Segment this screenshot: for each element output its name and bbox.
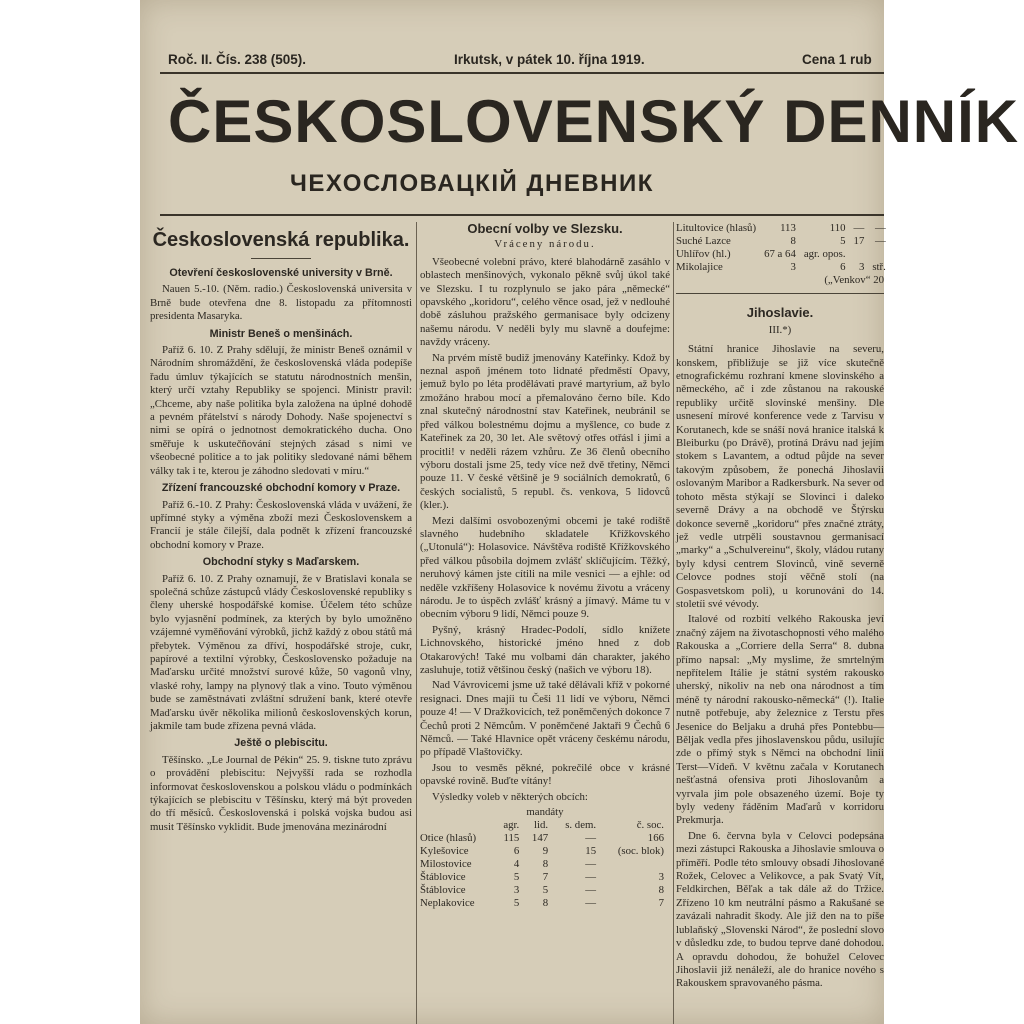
column-yugoslavia — [676, 222, 884, 1024]
table-cell: 17 — [853, 235, 865, 247]
table-cell: 3 — [513, 884, 520, 897]
table-cell: Neplakovice — [420, 897, 475, 910]
table-cell: 9 — [542, 845, 549, 858]
table-header-cell: s. dem. — [565, 819, 597, 832]
price: Cena 1 rub — [802, 52, 872, 67]
table-cell: Litultovice (hlasů) — [676, 222, 757, 234]
table-cell: — — [875, 235, 886, 247]
table-cell: — — [585, 858, 597, 871]
volume-number: Roč. II. Čís. 238 (505). — [168, 52, 307, 67]
paragraph: Mezi dalšími osvobozenými obcemi je také rodiště slavného hudebního skladatele Křížkovského („Utonulá“): Holasovice. Návštěva rodiště Křížkovského před válkou působila dojmem zvlášť sklíčujícím. Těžký, neruhový kámen jste cítili na mile vesnici — a ejhle: od neděle vzkříšeny Holasovice k novému životu a vráceny národu. Je to úspěch zvlášť krásný a jímavý. Máme tu v obecním výboru 9 lidí, Němci pouze 9. — [420, 514, 670, 621]
masthead-info-line — [168, 52, 884, 72]
paragraph: Těšínsko. „Le Journal de Pékin“ 25. 9. tiskne tuto zprávu o provádění plebiscitu: Nejvyšší rada se rozhodla informovat československou a polskou vládu o podmínkách týkajících se plebiscitu v Těšínsku, který má být proveden do tří měsíců. Československá i polská vojska budou asi musit Těšínsko vyklidit. Bude jmenována mezinárodní — [150, 753, 412, 833]
table-row — [420, 884, 670, 897]
table-cell: agr. opos. — [803, 248, 846, 260]
table-cell: — — [585, 871, 597, 884]
table-cell — [872, 248, 894, 261]
election-results-continued-table — [676, 222, 894, 274]
table-header-cell — [420, 819, 497, 832]
table-row — [676, 222, 894, 235]
table-row — [420, 897, 670, 910]
paragraph: Italové od rozbití velkého Rakouska jeví značný zájem na životaschopnosti vého malého Rakouska a „Corriere della Serra“ 8. dubna přímo napsal: „My myslime, že smrtelným nepřítelem Itálie je státní systém rakousko uherský, nikoliv na neb ona národnost a tím méně ty národní rakousko-německá“ (!). Italie nutně potřebuje, aby železnice z Terstu přes Jesenice do Beljaku a druhá přes Pontebbu—Běljak vedla přes jihoslavenskou půdu, usilujíc zde o přímý styk s Němci na obchodní linii Terst—Vídeň. V květnu začala v Korutanech nešťastná ofensiva proti Jihoslovanům a vyrvala jim pole obsazeného území. Boje ty byly vedeny řáděním Maďarů v korridoru Prekmurja. — [676, 613, 884, 827]
section-heading: Otevření československé university v Brně. — [169, 267, 393, 279]
table-row — [676, 261, 894, 274]
table-row — [420, 845, 670, 858]
section-heading: Ještě o plebiscitu. — [234, 737, 328, 750]
table-title: Výsledky voleb v některých obcích: — [432, 790, 588, 803]
article-kicker: Vráceny národu. — [494, 238, 596, 251]
table-cell: 4 — [513, 858, 520, 871]
section-heading: Ministr Beneš o menšinách. — [209, 327, 353, 340]
article-headline: Jihoslavie. — [746, 305, 814, 321]
table-cell: 6 — [840, 261, 846, 273]
table-cell: 3 — [658, 871, 664, 884]
table-cell: 7 — [542, 871, 549, 884]
column-silesia-elections — [420, 222, 670, 1024]
paragraph: Jsou to vesměs pěkné, pokrečilé obce v krásné opavské rovině. Buďte vítány! — [420, 761, 670, 788]
table-cell: 8 — [790, 235, 796, 247]
paragraph: Paříž 6. 10. Z Prahy sdělují, že ministr Beneš oznámil v Národním shromáždění, že československá vláda podepíše řadu úmluv týkajících se statutu národnostních menšin, který určí vztahy Republiky se spojenci. Ministr pravil: „Chceme, aby naše politika byla založena na úplné dohodě a pevném přátelství s národy Dohody. Naše spojenectví s nimi se opírá o jednotnost demokratického ducha. Ono směřuje k uskutečňování stejných zásad s nimi ve všeobecné politice a to jak politiky sledované námi během války tak i te, kterou je záhodno sledovati v míru.“ — [150, 344, 412, 477]
paragraph: Na prvém místě budiž jmenovány Kateřinky. Kdož by neznal aspoň jménem toto lidnaté předměstí Opavy, jemuž bylo po léta prodělávati pravé martyrium, až bylo zmožáno hrabou mocí a přemalováno černo bíle. Kdo znal skutečný národnostní stav Kateřinek, neubránil se před válkou bolestnému dojmu a myšlence, co bude z Kateřinek za 20, 30 let. Ale světový otřes otřásl i jimi a procitli! v neděli rázem vzhůru. Ze 36 členů obecního výboru dostali jsme 25, tedy více než dvě třetiny, Němci pouze 11. V české většině je 9 sociálních demokratů, 6 českých socialistů, 5 republ. čs. venkova, 5 lidovců (kler.). — [420, 351, 670, 512]
table-header-cell: lid. — [534, 819, 549, 832]
article-headline: Obecní volby ve Slezsku. — [467, 221, 623, 236]
table-cell: Kylešovice — [420, 845, 469, 858]
paragraph: Paříž 6. 10. Z Prahy oznamují, že v Bratislavi konala se společná schůze zástupců vlády Československé republiky s členy uherské hospodářské komise. Účelem této schůze bylo vyjasnění podmínek, za kterých by bylo umožněno vzájemné vyměňování výrobků, jichž každý z obou států má přebytek. Výměnou za dříví, hospodářské stroje, cukr, papírové a textilní výrobky, Československo požaduje na Maďarsku určité množství surové kůže, 50 vagonů vlny, vlaské rohy, lampy na plynový tlak a vino. Touto výměnou bude se zaměstnávati zvláštní sdružení bank, které otevře Maďarsku úvěr několika milionů československých korun, jakmile tam bude zřízena pevná vláda. — [150, 572, 412, 732]
table-row — [420, 832, 670, 845]
paragraph: Pyšný, krásný Hradec-Podolí, sídlo knížete Lichnovského, historické jméno hned z dob Otakarových! Také mu volbami dán charakter, jakého zasluhuje, totiž většinou český (našich ve výboru 18). — [420, 623, 670, 676]
table-cell: 115 — [503, 832, 520, 845]
place-date: Irkutsk, v pátek 10. října 1919. — [454, 52, 645, 67]
table-cell: — — [585, 897, 597, 910]
table-cell: 67 a 64 — [764, 248, 796, 260]
source-note: („Venkov“ 20 — [824, 274, 884, 286]
table-header-row — [420, 819, 670, 832]
table-row — [676, 248, 894, 261]
table-cell: stř. — [872, 261, 886, 273]
table-cell: Suché Lazce — [676, 235, 731, 247]
masthead-rule-top — [160, 72, 884, 74]
table-header-cell: č. soc. — [636, 819, 664, 832]
section-heading: Zřízení francouzské obchodní komory v Praze. — [161, 482, 401, 495]
table-cell: Mikolajice — [676, 261, 723, 273]
paragraph: Nauen 5.-10. (Něm. radio.) Československá universita v Brně bude otevřena dne 8. listopadu za přítomnosti presidenta Masaryka. — [150, 283, 412, 323]
section-rule — [676, 293, 884, 294]
headline-rule — [251, 258, 311, 259]
table-cell: 113 — [780, 222, 796, 234]
table-cell — [602, 858, 670, 871]
table-cell: Štáblovice — [420, 884, 466, 897]
table-cell: 147 — [531, 832, 549, 845]
table-cell: 5 — [542, 884, 549, 897]
table-row — [676, 235, 894, 248]
table-cell: 5 — [513, 871, 520, 884]
table-cell: 3 — [858, 261, 865, 273]
newspaper-title: ČESKOSLOVENSKÝ DENNÍK — [168, 88, 1020, 155]
table-cell: 3 — [790, 261, 796, 273]
table-cell: 5 — [513, 897, 520, 910]
table-cell: 8 — [542, 897, 549, 910]
paragraph: Paříž 6.-10. Z Prahy: Československá vláda v uvážení, že upřímné styky a výměna zboží mezi Československem a Francií je stále čilejší, dala podnět k zřízení francouzské obchodní komory v Praze. — [150, 498, 412, 551]
table-cell: — — [585, 884, 597, 897]
table-subtitle: mandáty — [526, 806, 564, 819]
table-cell: 110 — [829, 222, 846, 234]
table-cell: 15 — [585, 845, 597, 858]
paragraph: Všeobecné volební právo, které blahodárně zasáhlo v oblastech menšinových, vykonalo pěkně svůj úkol také ve Slezsku. I tu rozplynulo se jako pára „německé“ opavského „koridoru“, celého věnce osad, jež v nedlouhé době zásluhou pražského germanisace byly odcizeny našemu národu. V neděli byly mu slavně a doufejme: navždy vráceny. — [420, 255, 670, 349]
table-cell: — — [875, 222, 886, 234]
table-cell: Štáblovice — [420, 871, 466, 884]
table-cell: 8 — [658, 884, 664, 897]
table-cell: 5 — [840, 235, 846, 247]
column-czechoslovak-republic — [150, 222, 412, 1024]
table-cell: 8 — [542, 858, 549, 871]
table-cell: (soc. blok) — [617, 845, 664, 858]
paragraph: Státní hranice Jihoslavie na severu, konskem, přibližuje se již více skutečně etnografickému rozhraní kmene slovinského a německého, ač i zde zůstanou na rakouské republiky určitě slovinské menšiny. Dle usnesení mírové konference vede z Tarvisu v Korutanech, kde se snáší nová hranice italská k Bleiburku (po Drávě), protíná Drávu nad jejím stokem s Lavantem, a odtud půjde na sever takovým způsobem, že ponechá Jihoslavii oslovaným Maribor a Radkersburk. Na sever od tohoto města stýkají se Slovinci i daleko severně Drávy a na obchodě ve Štýrsku dokonce severně „koridoru“ přes značné ztráty, jež vedle utrpěli soustavnou germanisací „marky“ a „Schulvereinu“, školy, vládou rutany byly kdysi centrem Slovinců, vině severně Celovce podnes stojí věčně stolí (na Gospasvetskom poli), u korunováni do 14. stoletíi své vévody. — [676, 343, 884, 610]
table-cell — [854, 248, 873, 261]
table-header-cell: agr. — [503, 819, 520, 832]
table-cell: 7 — [658, 897, 664, 910]
newspaper-subtitle-cyrillic: ЧЕХОСЛОВАЦКІЙ ДНЕВНИК — [290, 170, 654, 197]
table-row — [420, 871, 670, 884]
article-part-number: III.*) — [768, 323, 792, 336]
paragraph: Dne 6. června byla v Celovci podepsána mezi zástupci Rakouska a Jihoslavie smlouva o příměří. Podle této smlouvy obsadí Jihoslované Rožek, Celovec a Velikovce, a pak Svatý Vít, Feldkirchen, Běľak a tak dále až do Tržice. Zřízeno 10 km neutrální pásmo a Rakušané se zavázali nahradit škody. Ale již den na to píše lublaňský „Slovenski Národ“, že poslední slovo v důsledku zde, to budou teprve dané dohodou. A opravdu dohodou, že bohužel Celovec Jihoslavii již nenáleží, ale do hranice nového s Rakouskem spravovaného pásma. — [676, 829, 884, 990]
column-divider — [416, 222, 417, 1024]
election-results-table — [420, 819, 670, 910]
table-cell: 6 — [513, 845, 520, 858]
masthead-rule-bottom — [160, 214, 884, 216]
table-cell: Milostovice — [420, 858, 472, 871]
table-cell: Otice (hlasů) — [420, 832, 477, 845]
table-cell: 166 — [647, 832, 664, 845]
table-cell: Uhlířov (hl.) — [676, 248, 731, 260]
table-row — [420, 858, 670, 871]
table-cell: — — [585, 832, 597, 845]
section-heading: Obchodní styky s Maďarskem. — [202, 556, 360, 569]
paragraph: Nad Vávrovicemi jsme už také dělávali kříž v pokorné resignaci. Dnes majíi tu Češi 11 lidí ve výboru, Němci pouze 4! — V Dražkovicích, tež poněmčených dokonce 7 Čechů proti 2 Němcům. V poněmčené Jaktaři 9 Čechů 6 Němců. — Také Hlavnice opět vráceny českému národu, po případě Vlaštovičky. — [420, 679, 670, 759]
column-divider — [673, 222, 674, 1024]
table-cell: — — [853, 222, 865, 234]
article-headline: Československá republika. — [152, 229, 410, 251]
